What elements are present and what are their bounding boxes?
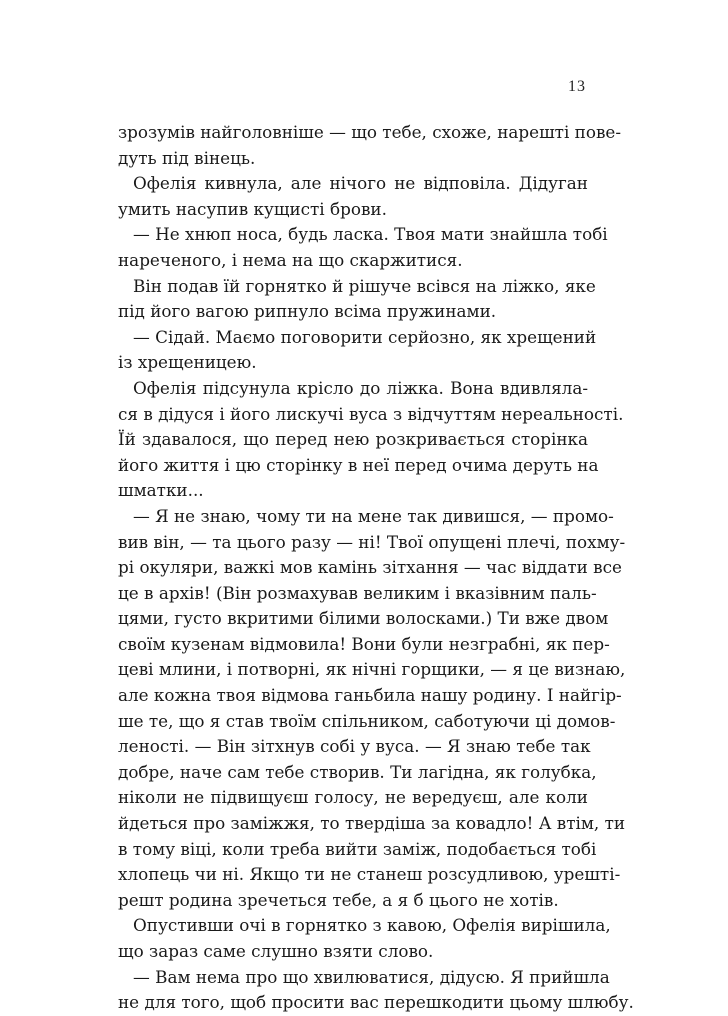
- text-line: зрозумів найголовніше — що тебе, схоже, нарешті пове-: [118, 122, 621, 142]
- text-line: дуть під вінець.: [118, 147, 256, 168]
- text-line: Офелія підсунула крісло до ліжка. Вона вдивляла-: [133, 377, 588, 398]
- paragraph: [118, 376, 624, 504]
- text-line: не для того, щоб просити вас перешкодити цьому шлюбу.: [118, 992, 634, 1013]
- paragraph: [118, 504, 626, 914]
- text-line: леності. — Він зітхнув собі у вуса. — Я знаю тебе так: [118, 736, 591, 757]
- text-line: Опустивши очі в горнятко з кавою, Офелія вирішила,: [133, 915, 611, 936]
- text-line: умить насупив кущисті брови.: [118, 198, 387, 219]
- text-line: нареченого, і нема на що скаржитися.: [118, 249, 463, 270]
- text-line: ше те, що я став твоїм спільником, саботуючи ці домов-: [118, 710, 616, 731]
- text-line: ся в дідуся і його лискучі вуса з відчуттям нереальності.: [118, 403, 624, 424]
- paragraph: [118, 325, 597, 376]
- text-line: своїм кузенам відмовила! Вони були незграбні, як пер-: [118, 633, 610, 654]
- text-line: під його вагою рипнуло всіма пружинами.: [118, 301, 497, 322]
- text-line: йдеться про заміжжя, то твердіша за ковадло! А втім, ти: [118, 813, 626, 834]
- body-text: [118, 120, 634, 1016]
- text-line: ніколи не підвищуєш голосу, не вередуєш, але коли: [118, 787, 588, 808]
- paragraph: [118, 120, 621, 171]
- text-line: це в архів! (Він розмахував великим і вказівним паль-: [118, 582, 597, 603]
- paragraph: [118, 965, 634, 1016]
- text-line: із хрещеницею.: [118, 352, 257, 373]
- text-line: вив він, — та цього разу — ні! Твої опущені плечі, похму-: [118, 531, 626, 552]
- paragraph: [118, 222, 608, 273]
- text-line: — Сідай. Маємо поговорити серйозно, як хрещений: [133, 326, 597, 347]
- paragraph: [118, 274, 596, 325]
- text-line: — Я не знаю, чому ти на мене так дивишся, — промо-: [133, 505, 614, 526]
- text-line: Офелія кивнула, але нічого не відповіла. Дідуган: [133, 173, 588, 194]
- text-line: що зараз саме слушно взяти слово.: [118, 941, 434, 961]
- text-line: в тому віці, коли треба вийти заміж, подобається тобі: [118, 838, 597, 859]
- text-line: — Не хнюп носа, будь ласка. Твоя мати знайшла тобі: [133, 224, 608, 245]
- text-line: — Вам нема про що хвилюватися, дідусю. Я прийшла: [133, 966, 610, 987]
- paragraph: [118, 171, 588, 222]
- text-line: хлопець чи ні. Якщо ти не станеш розсудливою, урешті-: [118, 864, 621, 885]
- page-number: 13: [568, 78, 586, 95]
- text-line: Їй здавалося, що перед нею розкривається сторінка: [118, 429, 588, 450]
- paragraph: [118, 913, 611, 964]
- text-line: цеві млини, і потворні, як нічні горщики, — я це визнаю,: [118, 659, 626, 680]
- text-line: цями, густо вкритими білими волосками.) Ти вже двом: [118, 608, 609, 629]
- text-line: Він подав їй горнятко й рішуче всівся на ліжко, яке: [133, 275, 596, 296]
- text-line: але кожна твоя відмова ганьбила нашу родину. І найгір-: [118, 685, 622, 706]
- text-line: шматки...: [118, 480, 204, 501]
- text-line: решт родина зречеться тебе, а я б цього не хотів.: [118, 889, 559, 910]
- text-line: добре, наче сам тебе створив. Ти лагідна, як голубка,: [118, 761, 597, 782]
- text-line: рі окуляри, важкі мов камінь зітхання — час віддати все: [118, 557, 622, 578]
- text-line: його життя і цю сторінку в неї перед очима деруть на: [118, 454, 599, 475]
